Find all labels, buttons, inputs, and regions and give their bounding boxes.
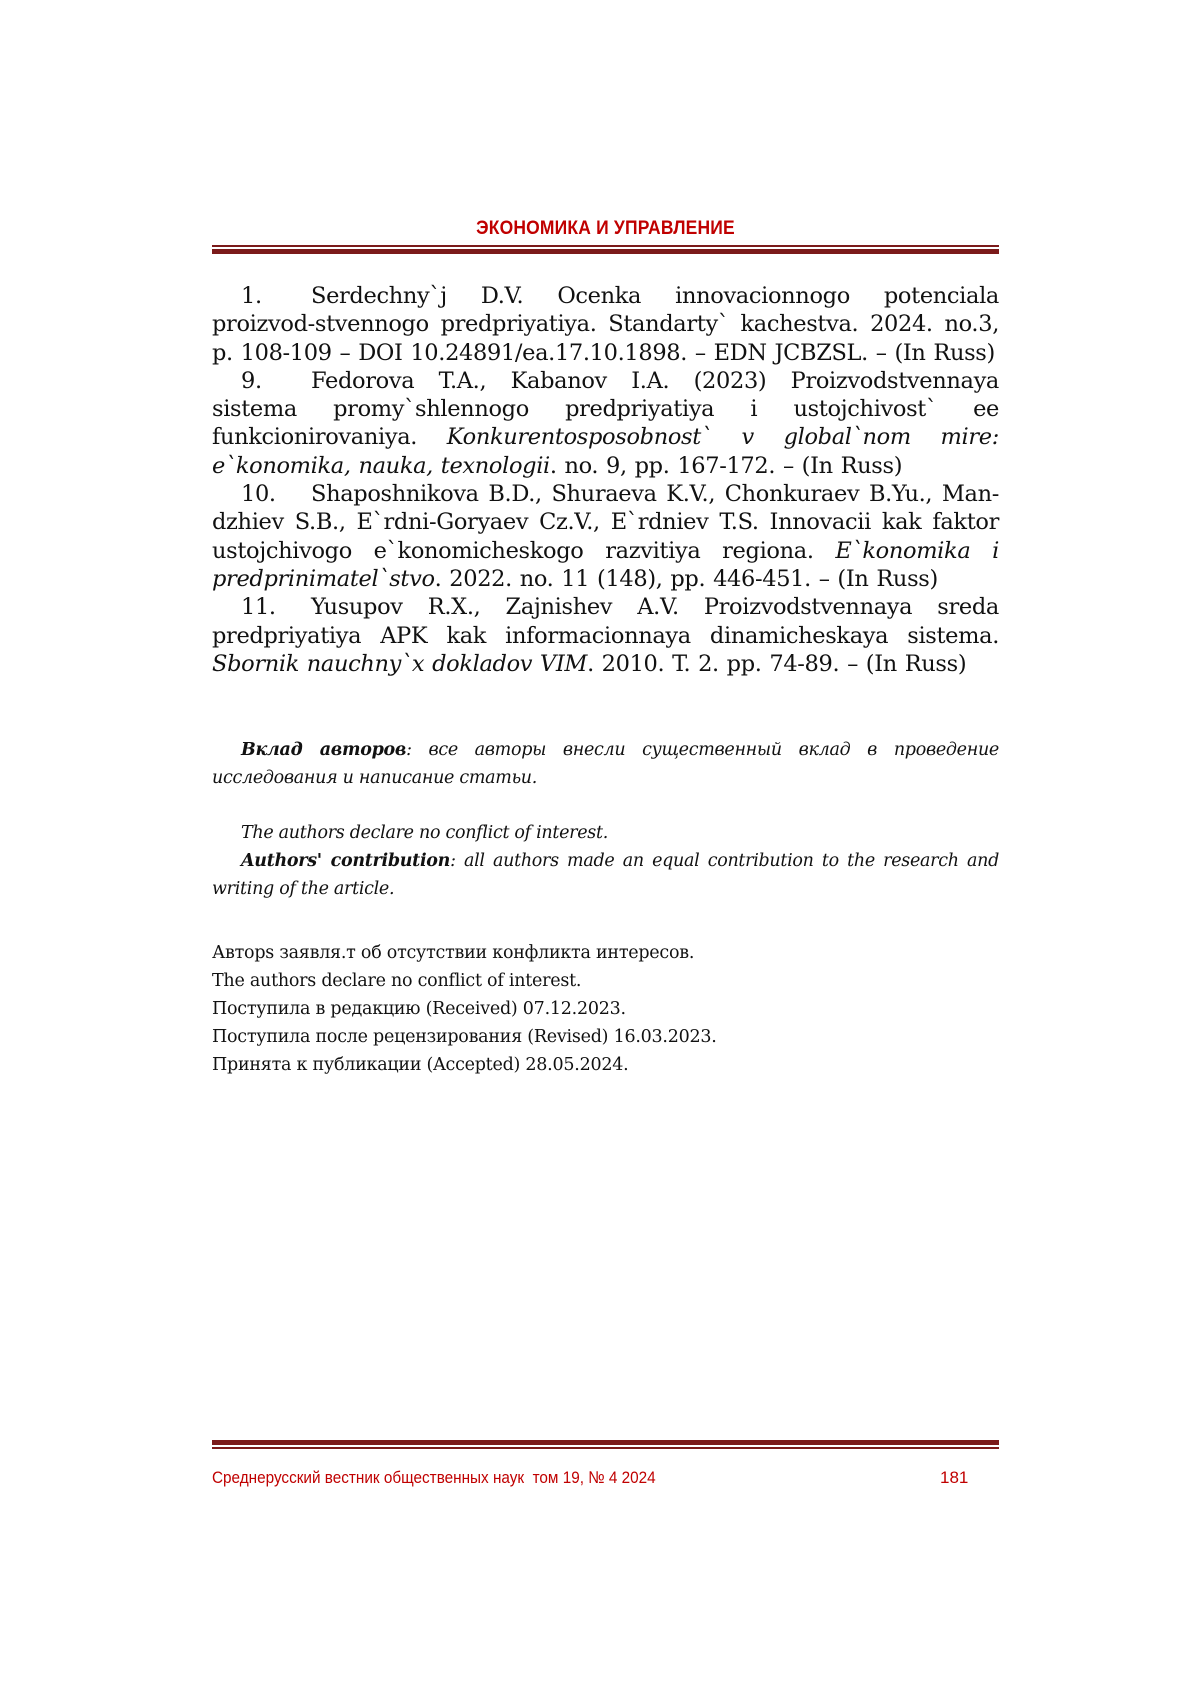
reference-source: Konkurentosposobnost` v global`nom mire: e`konomika, nauka, texnologii (212, 424, 999, 479)
reference-number: 9. (241, 367, 262, 394)
reference-text: Yusupov R.X., Zajnishev A.V. Proizvodstvennaya sreda predpriyatiya APK kak informacionnaya dinamicheskaya sistema. (212, 594, 999, 649)
reference-item (212, 282, 999, 367)
reference-item (212, 480, 999, 593)
header-rule (212, 245, 999, 254)
reference-item (212, 367, 999, 480)
running-header-title: ЭКОНОМИКА И УПРАВЛЕНИЕ (476, 218, 735, 239)
reference-text: Serdechny`j D.V. Ocenka innovacionnogo potenciala proizvod-stvennogo predpriyatiya. Standarty` kachestva. 2024. no.3, p. 108-109 – DOI 10.24891/ea.17.10.1898. – EDN JCBZSL. – (In Russ) (212, 283, 999, 366)
reference-text: Fedorova T.A., Kabanov I.A. (2023) Proizvodstvennaya sistema promy`shlennogo predpriyatiya i ustojchivost` ee funkcionirovaniya. (212, 367, 999, 451)
conflict-statement-ru: Авторs заявля.т об отсутствии конфликта интересов. (212, 943, 695, 963)
contribution-label-en: Authors' contribution (241, 851, 451, 871)
page-number: 181 (940, 1468, 969, 1487)
reference-list (212, 282, 999, 678)
conflict-statement: The authors declare no conflict of interest. (212, 971, 582, 991)
reference-number: 10. (241, 481, 276, 508)
reference-source: Sbornik nauchny`x dokladov VIM (212, 650, 588, 677)
conflict-statement-en: The authors declare no conflict of interest. (241, 823, 608, 843)
reference-text: Shaposhnikova B.D., Shuraeva K.V., Chonkuraev B.Yu., Man-dzhiev S.B., E`rdni-Goryaev Cz.V., E`rdniev T.S. Innovacii kak faktor ustojchivogo e`konomicheskogo razvitiya regiona. (212, 481, 999, 564)
contribution-text-ru: : все авторы внесли существенный вклад в проведение исследования и написание статьи. (212, 740, 999, 788)
revised-date: Поступила после рецензирования (Revised) 16.03.2023. (212, 1027, 717, 1047)
reference-item (212, 593, 999, 678)
reference-details: . 2022. no. 11 (148), pp. 446-451. – (In Russ) (434, 565, 938, 592)
contribution-text-en: : all authors made an equal contribution to the research and writing of the article. (212, 851, 999, 899)
reference-details: . no. 9, pp. 167-172. – (In Russ) (549, 452, 903, 479)
received-date: Поступила в редакцию (Received) 07.12.2023. (212, 999, 626, 1019)
reference-number: 11. (241, 594, 276, 621)
accepted-date: Принята к публикации (Accepted) 28.05.2024. (212, 1055, 629, 1075)
footer-rule (212, 1440, 999, 1449)
authors-contribution-ru (212, 736, 999, 792)
journal-citation: Среднерусский вестник общественных наук том 19, № 4 2024 (212, 1468, 656, 1487)
contribution-label-ru: Вклад авторов (241, 740, 407, 760)
reference-number: 1. (241, 283, 262, 309)
reference-details: . 2010. T. 2. pp. 74-89. – (In Russ) (587, 650, 967, 677)
reference-source: E`konomika i predprinimatel`stvo (212, 537, 999, 592)
article-notes (212, 939, 999, 1079)
authors-contribution-en (212, 819, 999, 903)
